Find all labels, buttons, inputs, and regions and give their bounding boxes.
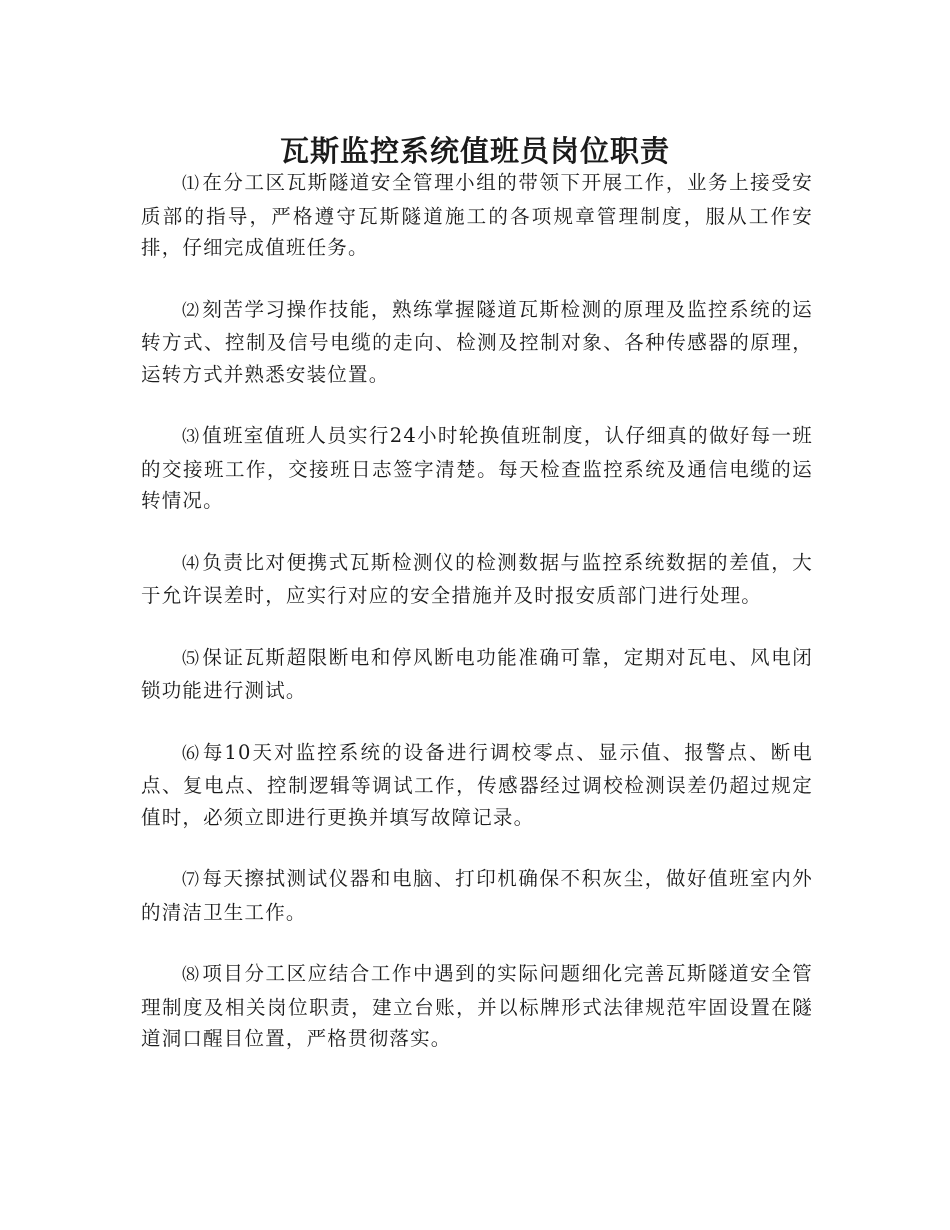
paragraph-5 (141, 642, 813, 707)
paragraph-number: ⑹ (181, 743, 200, 764)
paragraph-number: ⑸ (181, 648, 200, 669)
paragraph-text: 项目分工区应结合工作中遇到的实际问题细化完善瓦斯隧道安全管理制度及相关岗位职责，建立台账，并以标牌形式法律规范牢固设置在隧道洞口醒目位置，严格贯彻落实。 (141, 962, 813, 1050)
paragraph-text: 每天擦拭测试仪器和电脑、打印机确保不积灰尘，做好值班室内外的清洁卫生工作。 (141, 867, 813, 924)
paragraph-number: ⑶ (181, 427, 200, 447)
document-title: 瓦斯监控系统值班员岗位职责 (279, 134, 670, 169)
paragraph-4 (141, 547, 813, 612)
paragraph-number: ⑻ (181, 965, 200, 985)
paragraph-text: 刻苦学习操作技能，熟练掌握隧道瓦斯检测的原理及监控系统的运转方式、控制及信号电缆的走向、检测及控制对象、各种传感器的原理，运转方式并熟悉安装位置。 (141, 297, 813, 386)
paragraph-number: ⑺ (181, 870, 200, 890)
paragraph-3 (141, 420, 813, 517)
paragraph-1 (141, 167, 813, 264)
paragraph-8 (141, 958, 813, 1055)
paragraph-2 (141, 294, 813, 391)
paragraph-text: 负责比对便携式瓦斯检测仪的检测数据与监控系统数据的差值，大于允许误差时，应实行对应的安全措施并及时报安质部门进行处理。 (141, 550, 813, 607)
paragraph-text: 每10天对监控系统的设备进行调校零点、显示值、报警点、断电点、复电点、控制逻辑等调试工作，传感器经过调校检测误差仍超过规定值时，必须立即进行更换并填写故障记录。 (141, 740, 813, 829)
paragraph-text: 保证瓦斯超限断电和停风断电功能准确可靠，定期对瓦电、风电闭锁功能进行测试。 (141, 645, 813, 702)
paragraph-6 (141, 737, 813, 834)
paragraph-7 (141, 863, 813, 928)
document-body (141, 167, 813, 1055)
paragraph-text: 在分工区瓦斯隧道安全管理小组的带领下开展工作，业务上接受安质部的指导，严格遵守瓦斯隧道施工的各项规章管理制度，服从工作安排，仔细完成值班任务。 (141, 171, 813, 259)
paragraph-number: ⑵ (181, 300, 200, 321)
paragraph-number: ⑴ (181, 174, 200, 194)
paragraph-text: 值班室值班人员实行24小时轮换值班制度，认仔细真的做好每一班的交接班工作，交接班日志签字清楚。每天检查监控系统及通信电缆的运转情况。 (141, 424, 813, 512)
paragraph-number: ⑷ (181, 553, 200, 574)
